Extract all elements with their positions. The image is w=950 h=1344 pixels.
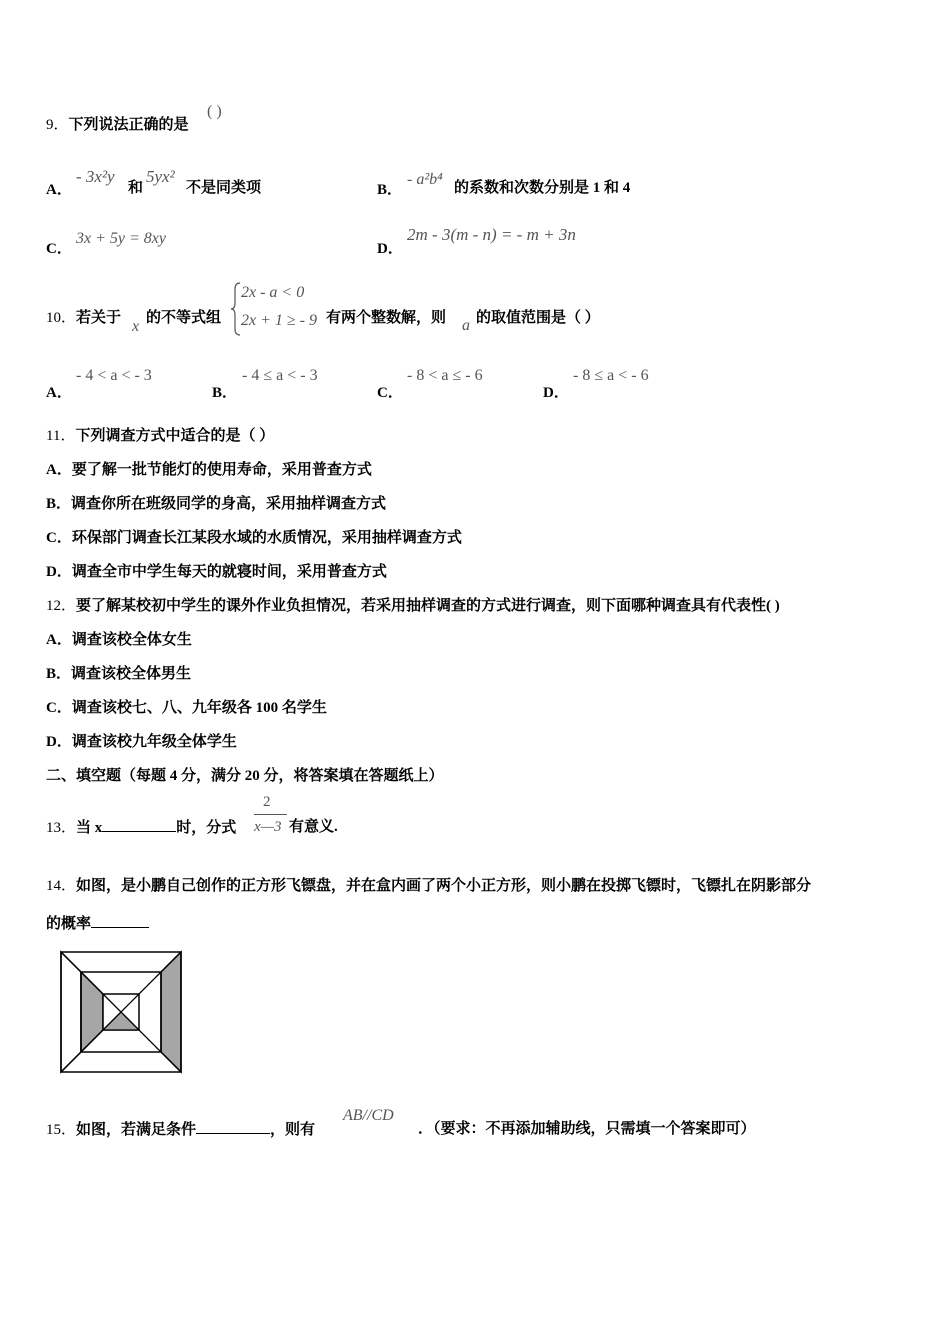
q14-line2 [46, 913, 149, 934]
q10-stem-end: 的取值范围是（ ） [476, 310, 600, 326]
q11-option-d: D．调查全市中学生每天的就寝时间，采用普查方式 [46, 564, 387, 580]
q10-stem-post: 有两个整数解，则 [326, 310, 447, 326]
q14-line1 [46, 876, 811, 896]
q14-answer-blank[interactable] [91, 913, 149, 928]
q11-option-c: C．环保部门调查长江某段水域的水质情况，采用抽样调查方式 [46, 530, 462, 546]
q15-mid: ，则有 [270, 1122, 316, 1138]
q10-stem-mid: 的不等式组 [146, 310, 222, 326]
q11-stem [46, 426, 274, 446]
q13-frac-bar [254, 814, 287, 815]
q15-expr: AB//CD [343, 1107, 394, 1124]
q9-option-a-expr2: 5yx² [146, 167, 175, 186]
q10-system-line2: 2x + 1 ≥ - 9 [241, 312, 318, 329]
q9-option-d-expr: 2m - 3(m - n) = - m + 3n [407, 225, 576, 244]
q15-pre: 如图，若满足条件 [76, 1122, 197, 1138]
q10-option-b-label: B． [212, 385, 238, 401]
q12-option-a: A．调查该校全体女生 [46, 632, 192, 648]
left-shaded-trapezoid [81, 972, 103, 1052]
q13-answer-blank[interactable] [102, 817, 176, 832]
q10-stem-pre: 若关于 [76, 310, 122, 326]
q13-mid: 时，分式 [176, 820, 237, 836]
q14-line2-text: 的概率 [46, 916, 92, 932]
q9-option-b-tail: 的系数和次数分别是 1 和 4 [454, 180, 631, 196]
q9-option-d-label: D． [377, 241, 403, 257]
q14-number: 14． [46, 878, 77, 894]
q9-option-b-expr: - a²b⁴ [407, 171, 443, 188]
q9-stem [46, 115, 189, 135]
q11-stem-text: 下列调查方式中适合的是（ ） [75, 428, 275, 444]
q10-option-c-label: C． [377, 385, 403, 401]
q9-option-a-mid: 和 [128, 180, 144, 196]
q9-option-b-label: B． [377, 182, 403, 198]
q12-option-c: C．调查该校七、八、九年级各 100 名学生 [46, 700, 327, 716]
right-shaded-trapezoid [161, 952, 181, 1072]
q10-option-a-label: A． [46, 385, 72, 401]
q12-stem-text: 要了解某校初中学生的课外作业负担情况，若采用抽样调查的方式进行调查，则下面哪种调查具有代表性( ) [76, 598, 780, 614]
q15-number: 15． [46, 1122, 77, 1138]
dartboard-figure [58, 949, 184, 1075]
q11-number: 11． [46, 428, 76, 444]
section-2-heading: 二、填空题（每题 4 分，满分 20 分，将答案填在答题纸上） [46, 768, 444, 784]
q15-answer-blank[interactable] [196, 1119, 270, 1134]
q9-stem-text: 下列说法正确的是 [68, 117, 189, 133]
q9-option-c-label: C． [46, 241, 72, 257]
q11-option-a: A．要了解一批节能灯的使用寿命，采用普查方式 [46, 462, 372, 478]
q13-number: 13． [46, 820, 77, 836]
q10-option-d-label: D． [543, 385, 569, 401]
q10-var-x: x [132, 318, 140, 335]
q13-pre: 当 x [76, 820, 103, 836]
q12-option-b: B．调查该校全体男生 [46, 666, 192, 682]
q13-frac-denominator: x—3 [254, 819, 282, 835]
left-outer-trapezoid [61, 952, 81, 1072]
q10-option-b-expr: - 4 ≤ a < - 3 [242, 367, 318, 384]
q15-line [46, 1119, 315, 1140]
q12-number: 12． [46, 598, 77, 614]
q10-system-line1: 2x - a < 0 [241, 284, 305, 301]
q10-option-c-expr: - 8 < a ≤ - 6 [407, 367, 483, 384]
q9-paren: ( ) [207, 103, 222, 120]
q10-option-d-expr: - 8 ≤ a < - 6 [573, 367, 649, 384]
q13-post: 有意义. [289, 819, 338, 835]
q10-number: 10． [46, 310, 77, 326]
q12-option-d: D．调查该校九年级全体学生 [46, 734, 237, 750]
q9-number: 9． [46, 117, 69, 133]
q9-option-a-label: A． [46, 182, 72, 198]
q13-frac-numerator: 2 [263, 794, 271, 810]
q12-stem [46, 596, 780, 616]
q10-var-a: a [462, 317, 470, 334]
q15-post: ．（要求：不再添加辅助线，只需填一个答案即可） [418, 1121, 756, 1137]
q9-option-c-expr: 3x + 5y = 8xy [76, 230, 166, 247]
q11-option-b: B．调查你所在班级同学的身高，采用抽样调查方式 [46, 496, 387, 512]
q9-option-a-expr1: - 3x²y [76, 167, 115, 186]
q13-line [46, 817, 236, 838]
q14-line1-text: 如图，是小鹏自己创作的正方形飞镖盘，并在盒内画了两个小正方形，则小鹏在投掷飞镖时，飞镖扎在阴影部分 [76, 878, 812, 894]
q10-stem-start [46, 308, 121, 328]
q10-option-a-expr: - 4 < a < - 3 [76, 367, 152, 384]
q9-option-a-tail: 不是同类项 [186, 180, 262, 196]
